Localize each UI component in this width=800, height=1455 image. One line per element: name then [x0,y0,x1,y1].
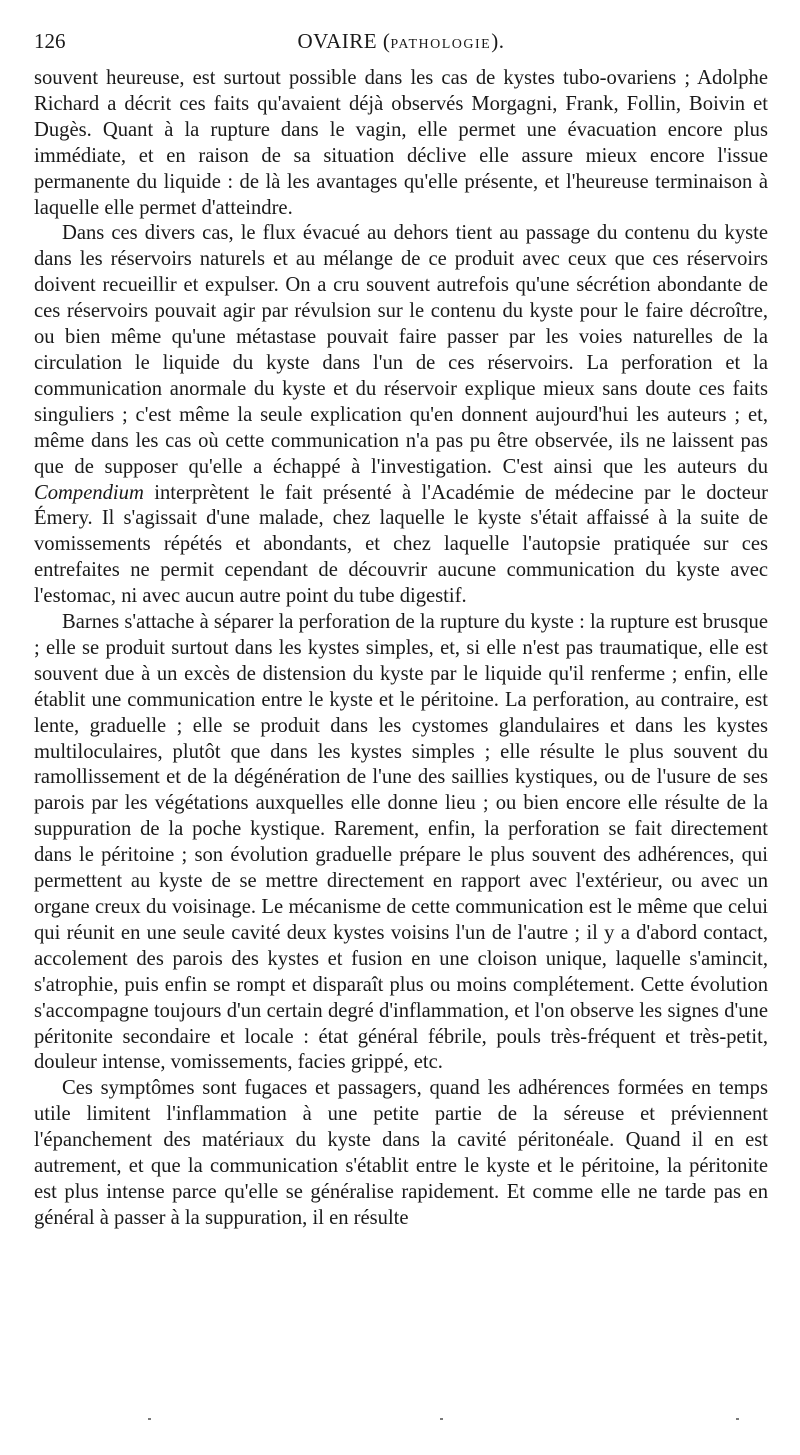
body-text [34,66,768,1232]
paragraph [34,1076,768,1231]
section-open-paren: ( [382,29,391,53]
text-run: interprètent le fait présenté à l'Académie de médecine par le docteur Émery. Il s'agissait d'une malade, chez laquelle le kyste s'était affaissé à la suite de vomissements répétés et abondants, et chez laquelle l'autopsie pratiquée sur ces entrefaites ne permit cependant de découvrir aucune communication du kyste avec l'estomac, ni avec aucun autre point du tube digestif. [34,481,768,608]
text-run: souvent heureuse, est surtout possible dans les cas de kystes tubo-ovariens ; Adolphe Richard a décrit ces faits qu'avaient déjà observés Morgagni, Frank, Follin, Boivin et Dugès. Quant à la rupture dans le vagin, elle permet une évacuation encore plus immédiate, et en raison de sa situation déclive elle assure mieux encore l'issue permanente du liquide : de là les avantages qu'elle présente, et l'heureuse terminaison à laquelle elle permet d'atteindre. [34,67,768,219]
paragraph [34,221,768,610]
section-title: PATHOLOGIE [390,37,492,52]
chapter-title: OVAIRE [297,29,378,53]
bottom-edge-marks [0,1418,800,1426]
text-run: Barnes s'attache à séparer la perforation de la rupture du kyste : la rupture est brusque ; elle se produit surtout dans les kystes simples, et, si elle n'est pas traumatique, elle est souvent due à un excès de distension du kyste par le liquide qu'il renferme ; enfin, elle établit une communication entre le kyste et le péritoine. La perforation, au contraire, est lente, graduelle ; elle se produit dans les cystomes glandulaires et dans les kystes multiloculaires, plutôt que dans les kystes simples ; elle résulte le plus souvent du ramollissement et de la dégénération de l'une des saillies kystiques, ou de l'usure de ses parois par les végétations auxquelles elle donne lieu ; ou bien encore elle résulte de la suppuration de la poche kystique. Rarement, enfin, la perforation se fait directement dans le péritoine ; son évolution graduelle prépare le plus souvent des adhérences, qui permettent au kyste de se mettre directement en rapport avec l'extérieur, ou avec un organe creux du voisinage. Le mécanisme de cette communication est le même que celui qui réunit en une seule cavité deux kystes voisins l'un de l'autre ; il y a d'abord contact, accolement des parois des kystes et fusion en une cloison unique, laquelle s'amincit, s'atrophie, puis enfin se rompt et disparaît plus ou moins complétement. Cette évolution s'accompagne toujours d'un certain degré d'inflammation, et l'on observe les signes d'une péritonite secondaire et locale : état général fébrile, pouls très-fréquent et très-petit, douleur intense, vomissements, facies grippé, etc. [34,611,768,1074]
text-run: Dans ces divers cas, le flux évacué au dehors tient au passage du contenu du kyste dans les réservoirs naturels et au mélange de ce produit avec ceux que ces réservoirs doivent recueillir et expulser. On a cru souvent autrefois qu'une sécrétion abondante de ces réservoirs pouvait agir par révulsion sur le contenu du kyste pour le faire décroître, ou bien même qu'une métastase pouvait faire passer par les voies naturelles de la circulation le liquide du kyste dans l'un de ces réservoirs. La perforation et la communication anormale du kyste et du réservoir explique mieux sans doute ces faits singuliers ; c'est même la seule explication qu'en donnent aujourd'hui les auteurs ; et, même dans les cas où cette communication n'a pas pu être observée, ils ne laissent pas que de supposer qu'elle a échappé à l'investigation. C'est ainsi que les auteurs du [34,222,768,478]
book-page [34,26,768,1232]
edge-mark [736,1418,739,1420]
paragraph [34,66,768,221]
section-close-paren: ). [491,29,505,53]
paragraph [34,610,768,1076]
edge-mark [440,1418,443,1420]
running-title [34,26,768,60]
italic-title: Compendium [34,481,144,504]
page-number: 126 [34,29,66,53]
edge-mark [148,1418,151,1420]
running-head [34,26,768,56]
text-run: Ces symptômes sont fugaces et passagers, quand les adhérences formées en temps utile limitent l'inflammation à une petite partie de la séreuse et préviennent l'épanchement des matériaux du kyste dans la cavité péritonéale. Quand il en est autrement, et que la communication s'établit entre le kyste et le péritoine, la péritonite est plus intense parce qu'elle se généralise rapidement. Et comme elle ne tarde pas en général à passer à la suppuration, il en résulte [34,1077,768,1229]
